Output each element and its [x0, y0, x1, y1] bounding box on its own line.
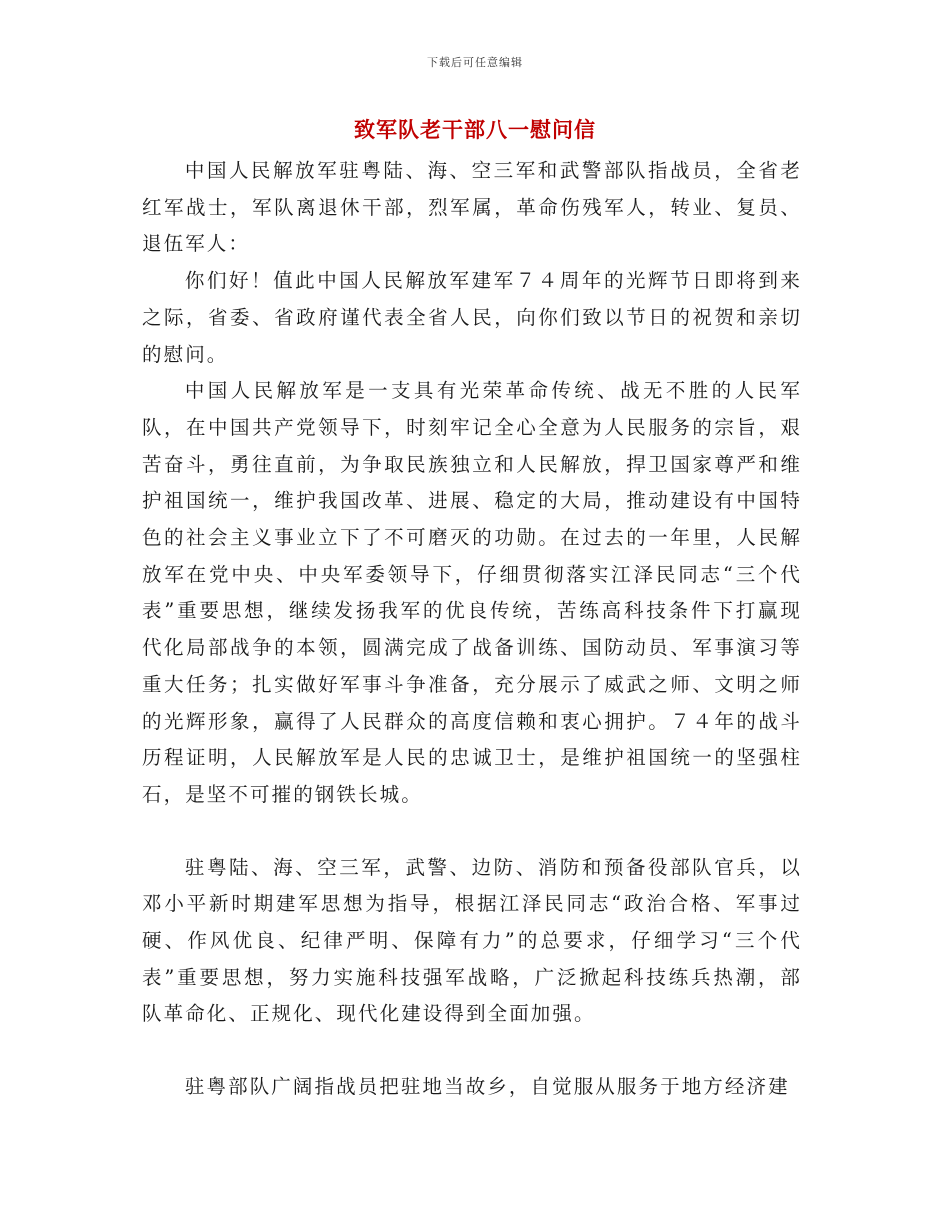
document-title: 致军队老干部八一慰问信 [354, 117, 596, 142]
paragraph-spacer [142, 1033, 802, 1069]
body-paragraph: 驻粤陆、海、空三军，武警、边防、消防和预备役部队官兵，以邓小平新时期建军思想为指导，根据江泽民同志“政治合格、军事过硬、作风优良、纪律严明、保障有力”的总要求，仔细学习“三个代表”重要思想，努力实施科技强军战略，广泛掀起科技练兵热潮，部队革命化、正规化、现代化建设得到全面加强。 [142, 855, 802, 1026]
body-paragraph: 驻粤部队广阔指战员把驻地当故乡，自觉服从服务于地方经济建 [184, 1075, 790, 1099]
body-paragraph: 中国人民解放军是一支具有光荣革命传统、战无不胜的人民军队，在中国共产党领导下，时刻牢记全心全意为人民服务的宗旨，艰苦奋斗，勇往直前，为争取民族独立和人民解放，捍卫国家尊严和维护祖国统一，维护我国改革、进展、稳定的大局，推动建设有中国特色的社会主义事业立下了不可磨灭的功勋。在过去的一年里，人民解放军在党中央、中央军委领导下，仔细贯彻落实江泽民同志“三个代表”重要思想，继续发扬我军的优良传统，苦练高科技条件下打赢现代化局部战争的本领，圆满完成了战备训练、国防动员、军事演习等重大任务；扎实做好军事斗争准备，充分展示了威武之师、文明之师的光辉形象，赢得了人民群众的高度信赖和衷心拥护。７４年的战斗历程证明，人民解放军是人民的忠诚卫士，是维护祖国统一的坚强柱石，是坚不可摧的钢铁长城。 [142, 379, 802, 806]
paragraph-spacer [142, 814, 802, 850]
greeting-paragraph: 你们好！值此中国人民解放军建军７４周年的光辉节日即将到来之际，省委、省政府谨代表全省人民，向你们致以节日的祝贺和亲切的慰问。 [142, 269, 802, 366]
header-note: 下载后可任意编辑 [427, 56, 523, 69]
salutation-paragraph: 中国人民解放军驻粤陆、海、空三军和武警部队指战员，全省老红军战士，军队离退休干部，烈军属，革命伤残军人，转业、复员、退伍军人： [142, 159, 802, 256]
document-body [142, 153, 802, 1106]
